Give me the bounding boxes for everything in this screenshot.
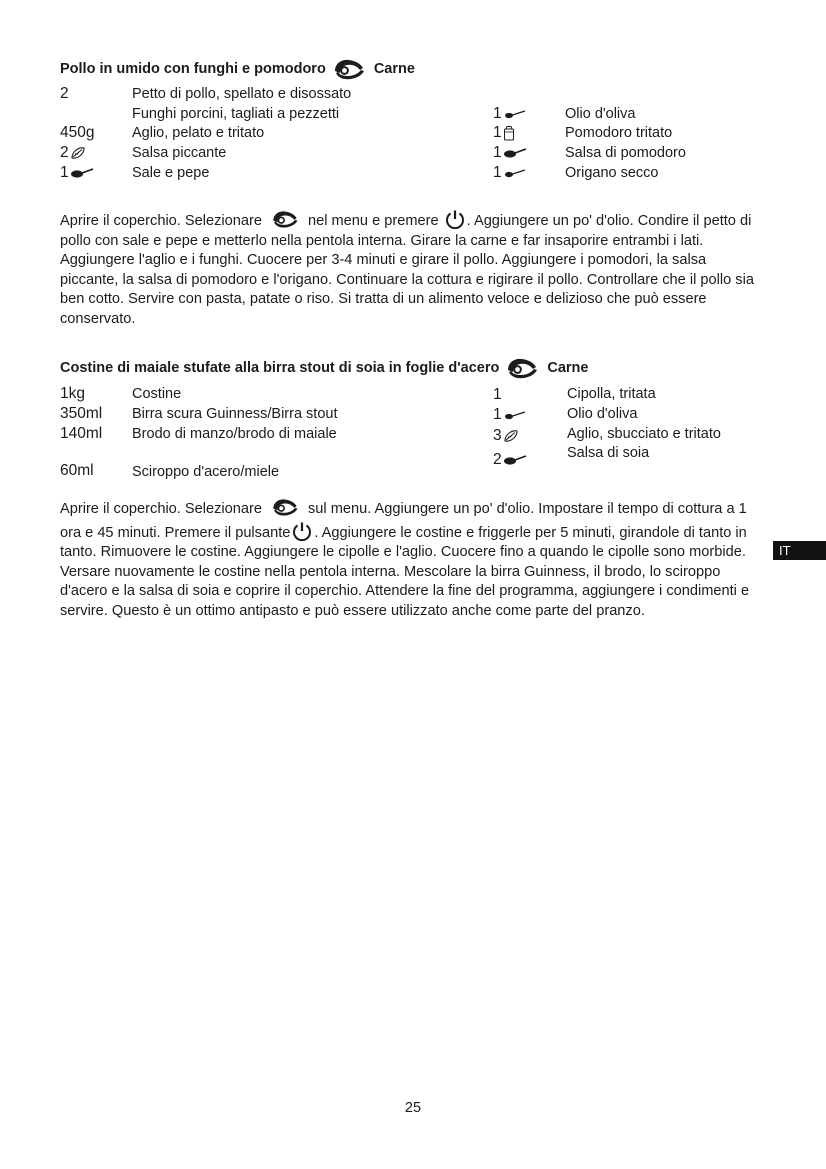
ingredient-name: Sciroppo d'acero/miele (132, 464, 280, 480)
ingredient-name: Olio d'oliva (567, 406, 638, 422)
stew-mode-icon (266, 209, 304, 229)
ingredient-name: Aglio, pelato e tritato (132, 125, 265, 141)
instruction-text: sul menu. Aggiungere un po' d'olio. Impostare il tempo di cottura a 1 ora e 45 minuti. Premere il pulsante (60, 501, 747, 541)
ingredient-qty: 2 (493, 450, 527, 470)
ingredient-name: Pomodoro tritato (565, 125, 673, 141)
ingredient-name: Birra scura Guinness/Birra stout (132, 406, 338, 422)
page-number: 25 (404, 1100, 422, 1116)
ingredient-qty: 1 (493, 405, 527, 425)
ingredient-qty: 1 (493, 143, 527, 163)
power-icon (291, 520, 313, 542)
recipe-instructions (60, 497, 765, 622)
instruction-text: Aprire il coperchio. Selezionare (60, 213, 262, 229)
ingredient-name: Sale e pepe (132, 165, 210, 181)
tablespoon-icon (503, 147, 527, 159)
instruction-text: Aprire il coperchio. Selezionare (60, 501, 262, 517)
tablespoon-icon (70, 167, 94, 179)
ingredient-name: Salsa di soia (567, 445, 650, 461)
recipe-title (60, 58, 415, 80)
recipe-title-text: Pollo in umido con funghi e pomodoro (60, 61, 326, 77)
ingredient-name: Cipolla, tritata (567, 386, 656, 402)
ingredient-qty: 2 (60, 143, 86, 163)
language-tab: IT (773, 541, 826, 560)
teaspoon-icon (503, 108, 527, 120)
ingredient-name: Origano secco (565, 165, 659, 181)
recipe-category: Carne (547, 360, 589, 376)
ingredient-qty: 3 (493, 426, 519, 446)
ingredient-qty: 1 (493, 104, 527, 124)
ingredient-name: Brodo di manzo/brodo di maiale (132, 426, 337, 442)
ingredient-qty: 1 (60, 163, 94, 183)
power-icon (444, 208, 466, 230)
ingredient-qty: 1 (493, 386, 502, 403)
stew-mode-icon (332, 57, 366, 81)
tablespoon-icon (503, 454, 527, 466)
ingredient-qty: 1 (493, 163, 527, 183)
can-icon (503, 125, 515, 141)
stew-mode-icon (505, 356, 539, 380)
ingredient-name: Salsa di pomodoro (565, 145, 686, 161)
instruction-text: . Aggiungere un po' d'olio. Condire il petto di pollo con sale e pepe e metterlo nella pentola interna. Girare la carne e far insaporire entrambi i lati. Aggiungere l'aglio e i funghi. Cuocere per 3-4 minuti e girare il pollo. Aggiungere i pomodori, la salsa piccante, la salsa di pomodoro e l'origano. Continuare la cottura e rigirare il pollo. Controllare che il pollo sia ben cotto. Servire con pasta, patate o riso. Si tratta di un alimento veloce e delizioso che può essere conservato. (60, 213, 754, 327)
recipe-title (60, 357, 588, 379)
ingredient-qty: 140ml (60, 425, 103, 442)
ingredient-qty: 350ml (60, 405, 103, 422)
recipe-title-text: Costine di maiale stufate alla birra stout di soia in foglie d'acero (60, 360, 500, 376)
ingredient-qty: 60ml (60, 462, 94, 479)
ingredient-name: Aglio, sbucciato e tritato (567, 426, 721, 442)
teaspoon-icon (503, 409, 527, 421)
ingredient-qty: 1 (493, 123, 515, 143)
ingredient-qty: 1kg (60, 385, 85, 402)
teaspoon-icon (503, 167, 527, 179)
instruction-text: . Aggiungere le costine e friggerle per 5 minuti, girandole di tanto in tanto. Rimuovere le costine. Aggiungere le cipolle e l'aglio. Cuocere fino a quando le cipolle sono morbide. Versare nuovamente le costine nella pentola interna. Mescolare la birra Guinness, il brodo, lo sciroppo d'acero e la salsa di soia e coprire il coperchio. Attendere la fine del programma, aggiungere i condimenti e servire. Questo è un ottimo antipasto e può essere utilizzato anche come parte del pranzo. (60, 524, 750, 619)
ingredient-qty: 2 (60, 85, 69, 102)
recipe-category: Carne (373, 61, 415, 77)
stew-mode-icon (266, 497, 304, 517)
ingredient-qty: 450g (60, 124, 95, 141)
ingredient-name: Petto di pollo, spellato e disossato (132, 86, 352, 102)
clove-icon (70, 146, 86, 160)
ingredient-name: Salsa piccante (132, 145, 227, 161)
ingredient-name: Olio d'oliva (565, 106, 636, 122)
recipe-instructions (60, 208, 765, 330)
instruction-text: nel menu e premere (307, 213, 439, 229)
ingredient-name: Funghi porcini, tagliati a pezzetti (132, 106, 340, 122)
clove-icon (503, 429, 519, 443)
ingredient-name: Costine (132, 386, 182, 402)
